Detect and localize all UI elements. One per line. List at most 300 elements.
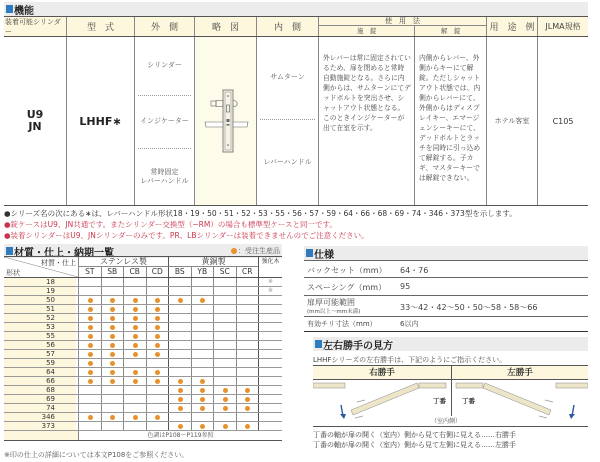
order-dot-icon [88,316,93,321]
spec-row-door-thickness [304,296,588,317]
header-usage-lock: 施 錠 [356,27,377,35]
materials-cell [236,422,259,430]
materials-cell [146,314,169,322]
materials-cell [236,332,259,340]
materials-cell [123,332,146,340]
shape-label: 18 [4,278,76,286]
order-dot-icon [155,415,160,420]
order-dot-icon [110,334,115,339]
materials-cell [123,305,146,313]
materials-cell [213,350,236,358]
materials-cell [101,359,124,367]
materials-cell [78,413,101,421]
materials-cell [123,404,146,412]
materials-cell [236,368,259,376]
materials-cell [146,386,169,394]
order-dot-icon [88,334,93,339]
materials-cell [236,341,259,349]
shape-label: 19 [4,287,76,295]
header-jlma: JLMA規格 [537,17,588,36]
note-cylinder-only: ●装着シリンダーはU9、JNシリンダーのみです。PR、LBシリンダーは装着できませんのでご注意ください。 [4,231,369,240]
materials-cell [258,332,282,340]
materials-cell [191,332,214,340]
materials-cell [236,377,259,385]
order-dot-icon [155,343,160,348]
spec-value: 95 [400,282,411,291]
materials-cell [101,386,124,394]
materials-cell [213,332,236,340]
materials-header [4,256,282,278]
order-dot-icon [133,370,138,375]
materials-cell [168,278,191,286]
order-dot-icon [223,406,228,411]
cell-jlma: C105 [537,37,588,205]
materials-cell [258,395,282,403]
materials-cell [258,368,282,376]
materials-cell [78,323,101,331]
materials-cell [213,305,236,313]
cell-unlock-usage [414,37,486,205]
outside-fixed-lever [138,148,191,205]
spec-row-spacing [304,278,588,296]
shape-label: 57 [4,350,76,358]
header-usage-title: 使 用 法 [319,17,486,26]
order-dot-icon [88,343,93,348]
color-note: 色調はP108〜P119参照 [78,431,282,440]
shape-label: 69 [4,395,76,403]
inside-lever: レバーハンドル [260,119,315,205]
materials-cell [123,413,146,421]
materials-cell [236,287,259,295]
spec-title-text: 仕様 [314,249,334,261]
order-dot-icon [133,325,138,330]
shape-label: 50 [4,296,76,304]
materials-row-57 [4,350,282,359]
materials-cell [168,404,191,412]
order-dot-icon [88,361,93,366]
materials-cell [146,395,169,403]
materials-cell [78,368,101,376]
materials-row-53 [4,323,282,332]
materials-row-64 [4,368,282,377]
materials-cell [146,404,169,412]
cell-outside [134,37,194,205]
materials-cell [123,341,146,349]
hand-title-text: 左右勝手の見方 [323,340,393,352]
materials-cell [78,332,101,340]
materials-cell [213,413,236,421]
order-dot-icon [155,316,160,321]
outside-fixed-lever-line1: 常時固定 [150,167,179,176]
materials-cell [191,341,214,349]
order-dot-icon [110,343,115,348]
materials-cell [213,314,236,322]
materials-row-56 [4,341,282,350]
materials-cell [146,296,169,304]
order-dot-icon [110,370,115,375]
cell-diagram [194,37,256,205]
materials-cell [78,350,101,358]
hand-desc-right: 丁番の軸が扉の開く（室内）側から見て右側に見える……右勝手 [313,431,516,439]
materials-row-50 [4,296,282,305]
order-dot-icon [155,298,160,303]
materials-cell [213,287,236,295]
materials-cell [146,332,169,340]
materials-cell [236,359,259,367]
materials-cell [123,296,146,304]
shape-label: 51 [4,305,76,313]
materials-cell [168,413,191,421]
materials-cell [123,314,146,322]
materials-cell [101,287,124,295]
materials-row-346 [4,413,282,422]
materials-cell [123,368,146,376]
materials-cell [236,278,259,286]
materials-cell [123,377,146,385]
materials-cell [191,377,214,385]
lock-usage-text: 外レバーは常に固定されているため、扉を閉めると常時自動施錠となる。さらに内側からは、サムターンにてデッドボルトを突出させ、シャットアウト状態となる。このときインジケーターが出て在室を示す。 [323,54,411,132]
materials-cell [146,413,169,421]
materials-cell [146,323,169,331]
materials-cell [78,386,101,394]
materials-cell [191,323,214,331]
materials-cell [168,395,191,403]
header-inside: 内 側 [256,17,318,36]
header-usage-unlock: 解 錠 [414,26,486,36]
shape-label: 53 [4,323,76,331]
column-header-sc: SC [213,267,236,277]
materials-cell [213,359,236,367]
materials-cell [101,413,124,421]
materials-cell [78,287,101,295]
order-dot-icon [200,388,205,393]
materials-cell [123,422,146,430]
order-dot-icon [110,379,115,384]
cell-model: LHHF∗ [66,37,134,205]
materials-cell [258,413,282,421]
order-dot-icon [88,370,93,375]
materials-cell [236,323,259,331]
materials-cell [101,332,124,340]
hand-intro: LHHFシリーズの左右勝手は、下記のようにご指示ください。 [313,356,507,364]
group-reinforced-wood: 強化木 [258,257,282,277]
materials-cell [168,287,191,295]
materials-cell [236,386,259,394]
cell-application: ホテル客室 [486,37,537,205]
materials-footnote: ※印の仕上の詳細については本文P108をご参照ください。 [4,451,189,459]
materials-title-text: 材質・仕上・納期一覧 [14,247,114,259]
materials-cell [123,278,146,286]
spec-label: 扉厚可能範囲 [307,298,355,307]
order-dot-icon [88,352,93,357]
outside-indicator: インジケーター [138,95,191,148]
materials-cell [168,368,191,376]
section-marker-icon [315,340,322,348]
materials-row-74 [4,404,282,413]
header-model: 型 式 [66,17,134,36]
order-dot-icon [110,415,115,420]
order-dot-icon [88,325,93,330]
order-dot-icon [245,388,250,393]
materials-cell [236,350,259,358]
materials-cell [146,368,169,376]
column-header-sb: SB [101,267,124,277]
order-dot-icon [155,370,160,375]
order-dot-icon [178,397,183,402]
materials-cell [168,323,191,331]
shape-label: 64 [4,368,76,376]
materials-cell [101,395,124,403]
materials-cell [191,278,214,286]
order-dot-icon [110,361,115,366]
materials-row-69 [4,395,282,404]
materials-cell [101,278,124,286]
order-dot-icon [133,343,138,348]
spec-label: スペーシング（mm） [307,283,387,292]
order-dot-icon [245,397,250,402]
materials-row-18 [4,278,282,287]
order-dot-icon [200,406,205,411]
materials-cell [78,278,101,286]
order-dot-icon [178,298,183,303]
order-dot-icon [133,298,138,303]
materials-cell [258,323,282,331]
left-hand-label: 左勝手 [451,366,588,380]
function-table-header [4,16,588,37]
materials-cell [123,287,146,295]
materials-cell [191,395,214,403]
materials-cell [123,323,146,331]
materials-cell [191,413,214,421]
column-header-cb: CB [123,267,146,277]
materials-cell [168,296,191,304]
corner-bottom-label: 形状 [6,269,20,277]
materials-cell [146,422,169,430]
corner-top-label: 材質・仕上 [41,259,76,267]
materials-cell [236,314,259,322]
materials-cell [213,296,236,304]
header-cylinder: 装着可能シリンダー [5,17,61,36]
materials-cell [258,278,282,286]
order-dot-icon [223,388,228,393]
spec-label: バックセット（mm） [307,266,387,275]
note-case-common: ●錠ケースはU9、JN共通です。またシリンダー交換型（−RM）の場合も標準型ケースと同一です。 [4,220,337,229]
materials-cell [213,278,236,286]
hand-diagram [313,365,588,427]
group-brass: 黄銅製 [168,257,258,267]
materials-cell [258,404,282,412]
materials-cell [213,368,236,376]
order-dot-icon [88,379,93,384]
order-dot-icon [110,352,115,357]
materials-cell [168,314,191,322]
materials-cell [213,404,236,412]
materials-cell [213,323,236,331]
materials-cell [101,350,124,358]
spec-label: 有効チリ寸法（mm） [307,320,377,328]
materials-cell [78,404,101,412]
right-hand-label: 右勝手 [369,368,395,378]
materials-cell [123,395,146,403]
order-dot-icon [110,325,115,330]
materials-cell [101,422,124,430]
materials-row-51 [4,305,282,314]
lock-diagram-icon [203,89,249,153]
order-dot-icon [133,316,138,321]
materials-cell [258,305,282,313]
outside-fixed-lever-line2: レバーハンドル [140,177,189,185]
materials-cell [168,341,191,349]
spec-value: 64・76 [400,266,429,275]
materials-cell [101,368,124,376]
materials-cell [258,287,282,295]
spec-sublabel: (mm以上〜mm未満) [307,309,361,315]
materials-cell [213,341,236,349]
materials-cell [146,350,169,358]
materials-cell [123,359,146,367]
materials-row-52 [4,314,282,323]
materials-cell [191,305,214,313]
order-dot-icon [178,388,183,393]
materials-footer-row [4,431,282,441]
hinge-label-right: 丁番 [433,397,446,405]
materials-cell [258,422,282,430]
hand-desc-left: 丁番の軸が扉の開く（室内）側から見て左側に見える……左勝手 [313,441,516,449]
materials-cell [101,323,124,331]
order-dot-icon [133,352,138,357]
section-marker-icon [306,249,313,257]
materials-cell [213,422,236,430]
legend [231,246,280,256]
order-dot-icon [200,424,205,429]
order-dot-icon [245,406,250,411]
order-dot-icon [200,397,205,402]
materials-cell [258,359,282,367]
materials-cell [258,341,282,349]
order-dot-icon [88,307,93,312]
cell-inside [256,37,318,205]
materials-cell [78,395,101,403]
shape-label: 346 [4,413,76,421]
order-dot-icon [155,307,160,312]
materials-cell [78,422,101,430]
order-dot-icon [88,415,93,420]
shape-label: 52 [4,314,76,322]
order-dot-icon [223,424,228,429]
indoor-label: （室内側） [431,418,462,425]
order-dot-icon [231,248,237,254]
materials-cell [258,350,282,358]
materials-cell [168,422,191,430]
materials-cell [236,395,259,403]
materials-cell [191,350,214,358]
materials-row-68 [4,386,282,395]
materials-cell [191,314,214,322]
materials-cell [213,386,236,394]
reference-mark-icon: ※ [268,278,274,285]
materials-row-66 [4,377,282,386]
shape-label: 55 [4,332,76,340]
materials-cell [168,359,191,367]
order-dot-icon [133,415,138,420]
materials-cell [101,377,124,385]
reference-mark-icon: ※ [268,287,274,294]
materials-cell [236,413,259,421]
materials-cell [146,377,169,385]
order-dot-icon [178,424,183,429]
order-dot-icon [155,379,160,384]
group-stainless: ステンレス製 [78,257,168,267]
shape-label: 68 [4,386,76,394]
materials-cell [101,404,124,412]
materials-cell [78,341,101,349]
outside-cylinder: シリンダー [147,61,182,70]
materials-cell [191,404,214,412]
order-dot-icon [178,379,183,384]
cylinder-jn: JN [28,120,42,133]
cell-cylinder [4,37,66,205]
materials-cell [258,386,282,394]
hand-header [313,366,588,380]
column-header-st: ST [78,267,101,277]
note-handle-shapes: ●シリーズ名の次にある∗は、レバーハンドル形状18・19・50・51・52・53・55・56・57・59・64・66・68・69・74・346・373型を示します。 [4,209,517,218]
section-marker-icon [6,5,13,13]
materials-cell [78,314,101,322]
spec-row-backset [304,260,588,278]
shape-label: 373 [4,422,76,430]
materials-cell [78,377,101,385]
order-dot-icon [178,406,183,411]
spec-section-title [304,246,588,260]
materials-cell [236,296,259,304]
materials-cell [78,296,101,304]
header-outside: 外 側 [134,17,194,36]
materials-row-59 [4,359,282,368]
materials-cell [123,386,146,394]
materials-cell [101,341,124,349]
order-dot-icon [110,307,115,312]
column-header-yb: YB [191,267,214,277]
header-application: 用 途 例 [486,17,537,36]
function-section-title [4,2,588,16]
order-dot-icon [245,424,250,429]
materials-cell [168,332,191,340]
materials-cell [168,377,191,385]
hand-section-title [313,337,588,351]
cell-lock-usage [318,37,414,205]
hinge-label-left: 丁番 [462,397,475,405]
order-dot-icon [110,298,115,303]
materials-cell [78,359,101,367]
order-dot-icon [155,325,160,330]
materials-row-19 [4,287,282,296]
materials-cell [168,305,191,313]
spec-value: 33〜42・42〜50・50〜58・58〜66 [400,303,538,312]
materials-cell [191,359,214,367]
materials-row-55 [4,332,282,341]
inside-thumbturn: サムターン [270,73,305,82]
materials-row-373 [4,422,282,431]
materials-cell [258,296,282,304]
shape-label: 56 [4,341,76,349]
materials-cell [258,377,282,385]
materials-cell [78,305,101,313]
materials-cell [168,350,191,358]
materials-cell [191,386,214,394]
spec-value: 6以内 [400,320,419,328]
materials-cell [213,377,236,385]
legend-text: ：受注生産品 [238,247,280,255]
